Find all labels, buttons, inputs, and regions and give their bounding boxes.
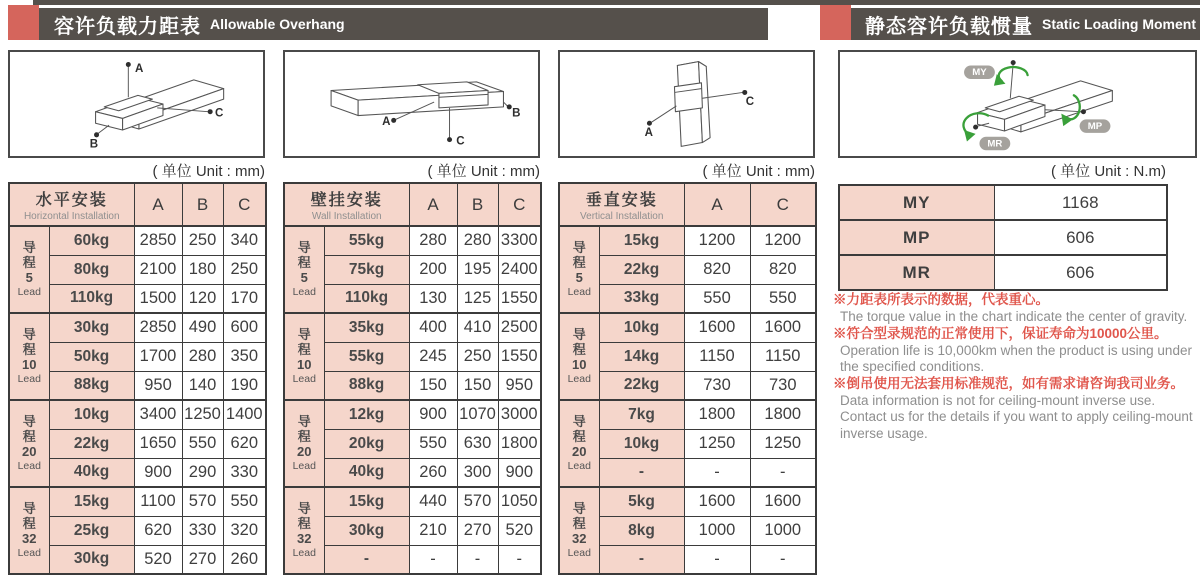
value-cell: 600 — [223, 313, 266, 342]
value-cell: 620 — [223, 429, 266, 458]
value-cell: 1150 — [750, 342, 816, 371]
load-cell: 110kg — [49, 284, 134, 313]
moment-label: MY — [839, 185, 994, 220]
value-cell: 410 — [457, 313, 498, 342]
value-cell: 280 — [182, 342, 223, 371]
value-cell: 1550 — [498, 342, 541, 371]
table-row — [559, 226, 816, 255]
load-cell: 35kg — [324, 313, 409, 342]
value-cell: 1200 — [750, 226, 816, 255]
table-row — [839, 185, 1167, 220]
note-zh: ※符合型录规范的正常使用下，保证寿命为10000公里。 — [833, 326, 1168, 342]
column-header-b: B — [182, 183, 223, 226]
load-cell: 60kg — [49, 226, 134, 255]
note-en: The torque value in the chart indicate the center of gravity. — [840, 308, 1188, 324]
value-cell: 1800 — [684, 400, 750, 429]
lead-group-label-5: 导 程 5 Lead — [284, 226, 324, 313]
column-header-c: C — [223, 183, 266, 226]
value-cell: 250 — [457, 342, 498, 371]
note-zh: ※力距表所表示的数据，代表重心。 — [833, 292, 1049, 307]
overhang-table-wall — [283, 182, 542, 575]
axis-label-b: B — [89, 138, 99, 151]
table-header-row — [9, 183, 266, 226]
value-cell: 400 — [409, 313, 457, 342]
value-cell: 520 — [134, 545, 182, 574]
axis-label-c: C — [745, 95, 755, 108]
value-cell: 150 — [409, 371, 457, 400]
load-cell: 30kg — [49, 545, 134, 574]
value-cell: 150 — [457, 371, 498, 400]
lead-group-label-20: 导 程 20 Lead — [284, 400, 324, 487]
value-cell: 1400 — [223, 400, 266, 429]
value-cell: 300 — [457, 458, 498, 487]
value-cell: 1070 — [457, 400, 498, 429]
value-cell: 1600 — [684, 487, 750, 516]
section-title-en: Allowable Overhang — [210, 16, 345, 32]
overhang-table-vertical — [558, 182, 817, 575]
value-cell: 1600 — [750, 313, 816, 342]
value-cell: 250 — [182, 226, 223, 255]
value-cell: 550 — [182, 429, 223, 458]
lead-group-label-32: 导 程 32 Lead — [9, 487, 49, 574]
value-cell: 140 — [182, 371, 223, 400]
value-cell: 200 — [409, 255, 457, 284]
moment-actuator-drawing-icon — [840, 52, 1195, 156]
value-cell: 520 — [498, 516, 541, 545]
value-cell: 1700 — [134, 342, 182, 371]
load-cell: 15kg — [324, 487, 409, 516]
value-cell: 1650 — [134, 429, 182, 458]
value-cell: 570 — [182, 487, 223, 516]
value-cell: 1100 — [134, 487, 182, 516]
load-cell: 40kg — [324, 458, 409, 487]
load-cell: 25kg — [49, 516, 134, 545]
value-cell: 190 — [223, 371, 266, 400]
unit-label-nm: ( 单位 Unit : N.m) — [1051, 163, 1166, 180]
value-cell: 260 — [223, 545, 266, 574]
table-row — [9, 487, 266, 516]
load-cell: 88kg — [49, 371, 134, 400]
table-row — [839, 220, 1167, 255]
value-cell: 950 — [498, 371, 541, 400]
load-cell: - — [599, 545, 684, 574]
value-cell: 1500 — [134, 284, 182, 313]
column-header-b: B — [457, 183, 498, 226]
diagram-wall-installation — [283, 50, 540, 158]
load-cell: 33kg — [599, 284, 684, 313]
value-cell: 280 — [457, 226, 498, 255]
section-title-zh: 静态容许负载惯量 — [865, 15, 1033, 38]
value-cell: - — [750, 458, 816, 487]
load-cell: 20kg — [324, 429, 409, 458]
value-cell: 570 — [457, 487, 498, 516]
horizontal-actuator-drawing-icon — [10, 52, 263, 156]
value-cell: 550 — [750, 284, 816, 313]
value-cell: 490 — [182, 313, 223, 342]
load-cell: 22kg — [599, 255, 684, 284]
value-cell: 620 — [134, 516, 182, 545]
table-area-wall — [283, 182, 542, 575]
load-cell: 50kg — [49, 342, 134, 371]
table-area-horizontal — [8, 182, 267, 575]
top-rule — [33, 0, 1200, 5]
table-row — [284, 313, 541, 342]
table-header-row — [559, 183, 816, 226]
unit-label-mm: ( 单位 Unit : mm) — [152, 163, 265, 180]
moment-value: 606 — [994, 255, 1167, 290]
value-cell: 2850 — [134, 226, 182, 255]
load-cell: 15kg — [49, 487, 134, 516]
note-en: Operation life is 10,000km when the product is using under the specified conditions. — [840, 342, 1192, 375]
lead-group-label-10: 导 程 10 Lead — [284, 313, 324, 400]
load-cell: 75kg — [324, 255, 409, 284]
value-cell: 730 — [684, 371, 750, 400]
value-cell: 900 — [498, 458, 541, 487]
diagram-vertical-installation — [558, 50, 815, 158]
value-cell: 950 — [134, 371, 182, 400]
moment-label-mr: MR — [987, 138, 1003, 150]
moment-label: MP — [839, 220, 994, 255]
vertical-actuator-drawing-icon — [560, 52, 813, 156]
value-cell: - — [457, 545, 498, 574]
value-cell: 1150 — [684, 342, 750, 371]
value-cell: 2400 — [498, 255, 541, 284]
note-zh: ※倒吊使用无法套用标准规范，如有需求请咨询我司业务。 — [833, 376, 1184, 392]
diagram-horizontal-installation — [8, 50, 265, 158]
table-row — [559, 487, 816, 516]
load-cell: 55kg — [324, 342, 409, 371]
value-cell: 210 — [409, 516, 457, 545]
moment-label-mp: MP — [1087, 121, 1103, 133]
value-cell: 900 — [409, 400, 457, 429]
moment-label-my: MY — [972, 67, 987, 79]
lead-group-label-10: 导 程 10 Lead — [559, 313, 599, 400]
section-title-en: Static Loading Moment — [1042, 16, 1196, 32]
value-cell: 270 — [182, 545, 223, 574]
value-cell: 130 — [409, 284, 457, 313]
value-cell: - — [498, 545, 541, 574]
value-cell: 280 — [409, 226, 457, 255]
value-cell: 3300 — [498, 226, 541, 255]
load-cell: 10kg — [599, 313, 684, 342]
load-cell: 30kg — [324, 516, 409, 545]
value-cell: 1800 — [750, 400, 816, 429]
moment-value: 606 — [994, 220, 1167, 255]
table-title: 垂直安装 Vertical Installation — [559, 183, 684, 226]
table-area-vertical — [558, 182, 817, 575]
value-cell: 330 — [182, 516, 223, 545]
value-cell: 550 — [684, 284, 750, 313]
value-cell: 245 — [409, 342, 457, 371]
table-row — [559, 313, 816, 342]
value-cell: 1000 — [750, 516, 816, 545]
section-header-allowable-overhang — [30, 8, 768, 40]
load-cell: 80kg — [49, 255, 134, 284]
section-header-static-loading-moment — [845, 8, 1200, 40]
value-cell: 1800 — [498, 429, 541, 458]
load-cell: 5kg — [599, 487, 684, 516]
column-header-a: A — [134, 183, 182, 226]
table-row — [839, 255, 1167, 290]
value-cell: 1250 — [684, 429, 750, 458]
accent-square-icon — [820, 5, 851, 40]
value-cell: 180 — [182, 255, 223, 284]
static-loading-moment-table — [838, 184, 1168, 291]
value-cell: 125 — [457, 284, 498, 313]
value-cell: 290 — [182, 458, 223, 487]
value-cell: - — [409, 545, 457, 574]
load-cell: - — [599, 458, 684, 487]
value-cell: 340 — [223, 226, 266, 255]
value-cell: 330 — [223, 458, 266, 487]
value-cell: 1250 — [750, 429, 816, 458]
value-cell: 170 — [223, 284, 266, 313]
value-cell: 440 — [409, 487, 457, 516]
table-header-row — [284, 183, 541, 226]
axis-label-c: C — [214, 107, 224, 120]
moment-value: 1168 — [994, 185, 1167, 220]
value-cell: 195 — [457, 255, 498, 284]
value-cell: 900 — [134, 458, 182, 487]
value-cell: 350 — [223, 342, 266, 371]
lead-group-label-10: 导 程 10 Lead — [9, 313, 49, 400]
load-cell: - — [324, 545, 409, 574]
table-row — [9, 226, 266, 255]
accent-square-icon — [8, 5, 39, 40]
load-cell: 22kg — [599, 371, 684, 400]
column-header-c: C — [750, 183, 816, 226]
value-cell: - — [750, 545, 816, 574]
value-cell: 550 — [223, 487, 266, 516]
diagram-loading-moment — [838, 50, 1197, 158]
value-cell: 270 — [457, 516, 498, 545]
value-cell: 260 — [409, 458, 457, 487]
note-en: Data information is not for ceiling-mount inverse use. Contact us for the details if you want to apply ceiling-mount inverse usage. — [840, 393, 1193, 441]
value-cell: - — [684, 545, 750, 574]
value-cell: - — [684, 458, 750, 487]
lead-group-label-5: 导 程 5 Lead — [9, 226, 49, 313]
value-cell: 1000 — [684, 516, 750, 545]
unit-label-mm: ( 单位 Unit : mm) — [427, 163, 540, 180]
value-cell: 1250 — [182, 400, 223, 429]
lead-group-label-32: 导 程 32 Lead — [559, 487, 599, 574]
load-cell: 30kg — [49, 313, 134, 342]
table-row — [284, 226, 541, 255]
value-cell: 1550 — [498, 284, 541, 313]
load-cell: 55kg — [324, 226, 409, 255]
wall-actuator-drawing-icon — [285, 52, 538, 156]
axis-label-a: A — [644, 126, 653, 139]
load-cell: 88kg — [324, 371, 409, 400]
table-row — [284, 487, 541, 516]
load-cell: 8kg — [599, 516, 684, 545]
value-cell: 320 — [223, 516, 266, 545]
value-cell: 3000 — [498, 400, 541, 429]
load-cell: 15kg — [599, 226, 684, 255]
table-row — [559, 400, 816, 429]
value-cell: 2100 — [134, 255, 182, 284]
unit-label-mm: ( 单位 Unit : mm) — [702, 163, 815, 180]
column-header-a: A — [684, 183, 750, 226]
axis-label-b: B — [512, 107, 521, 120]
moment-label: MR — [839, 255, 994, 290]
lead-group-label-20: 导 程 20 Lead — [559, 400, 599, 487]
load-cell: 10kg — [599, 429, 684, 458]
value-cell: 630 — [457, 429, 498, 458]
column-header-a: A — [409, 183, 457, 226]
load-cell: 40kg — [49, 458, 134, 487]
table-row — [9, 313, 266, 342]
value-cell: 250 — [223, 255, 266, 284]
column-header-c: C — [498, 183, 541, 226]
table-title: 壁挂安装 Wall Installation — [284, 183, 409, 226]
value-cell: 1050 — [498, 487, 541, 516]
load-cell: 10kg — [49, 400, 134, 429]
section-title-zh: 容许负载力距表 — [54, 15, 201, 38]
value-cell: 730 — [750, 371, 816, 400]
value-cell: 2850 — [134, 313, 182, 342]
value-cell: 3400 — [134, 400, 182, 429]
table-row — [284, 400, 541, 429]
load-cell: 22kg — [49, 429, 134, 458]
value-cell: 1600 — [684, 313, 750, 342]
overhang-table-horizontal — [8, 182, 267, 575]
load-cell: 110kg — [324, 284, 409, 313]
table-row — [9, 400, 266, 429]
value-cell: 820 — [684, 255, 750, 284]
value-cell: 550 — [409, 429, 457, 458]
table-title: 水平安装 Horizontal Installation — [9, 183, 134, 226]
value-cell: 2500 — [498, 313, 541, 342]
load-cell: 14kg — [599, 342, 684, 371]
load-cell: 12kg — [324, 400, 409, 429]
lead-group-label-20: 导 程 20 Lead — [9, 400, 49, 487]
axis-label-a: A — [135, 63, 144, 76]
value-cell: 120 — [182, 284, 223, 313]
value-cell: 1600 — [750, 487, 816, 516]
notes-section — [833, 292, 1200, 443]
axis-label-c: C — [456, 135, 465, 148]
value-cell: 1200 — [684, 226, 750, 255]
lead-group-label-32: 导 程 32 Lead — [284, 487, 324, 574]
load-cell: 7kg — [599, 400, 684, 429]
axis-label-a: A — [382, 116, 391, 129]
value-cell: 820 — [750, 255, 816, 284]
lead-group-label-5: 导 程 5 Lead — [559, 226, 599, 313]
